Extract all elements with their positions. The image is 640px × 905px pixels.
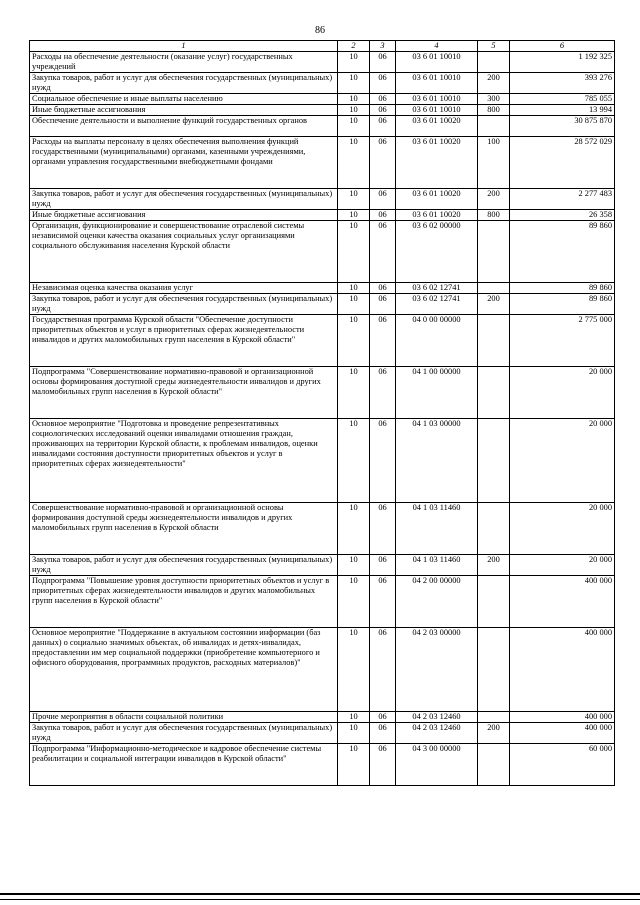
cell-expense-type [478, 503, 510, 555]
cell-target-article: 04 1 03 11460 [396, 503, 478, 555]
cell-name: Закупка товаров, работ и услуг для обеспечения государственных (муниципальных) нужд [30, 73, 338, 94]
cell-name: Иные бюджетные ассигнования [30, 210, 338, 221]
cell-section: 10 [338, 73, 370, 94]
cell-subsection: 06 [370, 744, 396, 786]
cell-target-article: 04 2 00 00000 [396, 576, 478, 628]
cell-expense-type: 300 [478, 94, 510, 105]
cell-subsection: 06 [370, 723, 396, 744]
cell-subsection: 06 [370, 315, 396, 367]
table-row [30, 94, 615, 105]
page-number: 86 [315, 25, 325, 36]
cell-expense-type: 200 [478, 189, 510, 210]
header-col-target-article: 4 [396, 41, 478, 52]
cell-target-article: 04 1 03 11460 [396, 555, 478, 576]
cell-amount: 20 000 [510, 503, 615, 555]
cell-subsection: 06 [370, 52, 396, 73]
cell-target-article: 04 1 03 00000 [396, 419, 478, 503]
cell-subsection: 06 [370, 94, 396, 105]
cell-target-article: 03 6 01 10020 [396, 137, 478, 189]
table-row [30, 105, 615, 116]
header-col-name: 1 [30, 41, 338, 52]
cell-section: 10 [338, 555, 370, 576]
budget-table [29, 40, 615, 786]
cell-expense-type: 200 [478, 723, 510, 744]
cell-section: 10 [338, 419, 370, 503]
cell-name: Закупка товаров, работ и услуг для обеспечения государственных (муниципальных) нужд [30, 294, 338, 315]
cell-target-article: 03 6 02 12741 [396, 283, 478, 294]
cell-name: Организация, функционирование и совершенствование отраслевой системы независимой оценки качества оказания социальных услуг организациями социального обслуживания населения Курской области [30, 221, 338, 283]
table-row [30, 628, 615, 712]
cell-subsection: 06 [370, 283, 396, 294]
header-col-expense-type: 5 [478, 41, 510, 52]
cell-name: Закупка товаров, работ и услуг для обеспечения государственных (муниципальных) нужд [30, 189, 338, 210]
cell-expense-type [478, 576, 510, 628]
table-row [30, 367, 615, 419]
cell-name: Совершенствование нормативно-правовой и организационной основы формирования доступной среды жизнедеятельности инвалидов и других маломобильных групп населения в Курской области [30, 503, 338, 555]
table-header-row [30, 41, 615, 52]
cell-amount: 2 277 483 [510, 189, 615, 210]
cell-amount: 20 000 [510, 419, 615, 503]
cell-amount: 20 000 [510, 555, 615, 576]
cell-amount: 393 276 [510, 73, 615, 94]
cell-section: 10 [338, 221, 370, 283]
cell-subsection: 06 [370, 419, 396, 503]
cell-name: Основное мероприятие "Подготовка и проведение репрезентативных социологических исследований оценки инвалидами отношения граждан, проживающих на территории Курской области, к проблемам инвалидов, оценки инвалидами состояния доступности приоритетных объектов и услуг в приоритетных сферах жизнедеятельности" [30, 419, 338, 503]
cell-subsection: 06 [370, 116, 396, 137]
cell-subsection: 06 [370, 137, 396, 189]
table-row [30, 555, 615, 576]
cell-target-article: 04 1 00 00000 [396, 367, 478, 419]
table-row [30, 221, 615, 283]
cell-expense-type [478, 712, 510, 723]
cell-expense-type: 800 [478, 105, 510, 116]
cell-subsection: 06 [370, 503, 396, 555]
cell-amount: 400 000 [510, 723, 615, 744]
cell-name: Социальное обеспечение и иные выплаты населению [30, 94, 338, 105]
cell-section: 10 [338, 712, 370, 723]
cell-section: 10 [338, 210, 370, 221]
cell-subsection: 06 [370, 294, 396, 315]
cell-name: Расходы на обеспечение деятельности (оказание услуг) государственных учреждений [30, 52, 338, 73]
cell-expense-type [478, 628, 510, 712]
cell-amount: 785 055 [510, 94, 615, 105]
cell-expense-type [478, 283, 510, 294]
cell-name: Расходы на выплаты персоналу в целях обеспечения выполнения функций государственными (муниципальными) органами, казенными учреждениями, органами управления государственными внебюджетными фондами [30, 137, 338, 189]
cell-section: 10 [338, 52, 370, 73]
cell-subsection: 06 [370, 367, 396, 419]
cell-expense-type [478, 116, 510, 137]
cell-amount: 30 875 870 [510, 116, 615, 137]
cell-name: Подпрограмма "Информационно-методическое и кадровое обеспечение системы реабилитации и социальной интеграции инвалидов в Курской области" [30, 744, 338, 786]
cell-section: 10 [338, 116, 370, 137]
cell-amount: 26 358 [510, 210, 615, 221]
cell-target-article: 03 6 01 10010 [396, 73, 478, 94]
cell-target-article: 04 3 00 00000 [396, 744, 478, 786]
cell-name: Подпрограмма "Повышение уровня доступности приоритетных объектов и услуг в приоритетных сферах жизнедеятельности инвалидов и других маломобильных групп населения в Курской области" [30, 576, 338, 628]
cell-subsection: 06 [370, 555, 396, 576]
cell-target-article: 03 6 01 10020 [396, 210, 478, 221]
cell-amount: 20 000 [510, 367, 615, 419]
table-row [30, 744, 615, 786]
cell-expense-type [478, 419, 510, 503]
cell-section: 10 [338, 283, 370, 294]
cell-amount: 1 192 325 [510, 52, 615, 73]
cell-section: 10 [338, 723, 370, 744]
cell-amount: 60 000 [510, 744, 615, 786]
cell-section: 10 [338, 315, 370, 367]
table-row [30, 116, 615, 137]
cell-name: Основное мероприятие "Поддержание в актуальном состоянии информации (баз данных) о социально значимых объектах, об инвалидах и детях-инвалидах, предоставлении им мер социальной поддержки (приобретение компьютерного и офисного оборудования, программных продуктов, расходных материалов)" [30, 628, 338, 712]
cell-section: 10 [338, 367, 370, 419]
cell-expense-type: 200 [478, 73, 510, 94]
cell-expense-type [478, 367, 510, 419]
cell-subsection: 06 [370, 73, 396, 94]
cell-section: 10 [338, 105, 370, 116]
cell-section: 10 [338, 137, 370, 189]
cell-expense-type: 200 [478, 555, 510, 576]
table-row [30, 723, 615, 744]
cell-target-article: 04 2 03 12460 [396, 712, 478, 723]
table-row [30, 712, 615, 723]
table-row [30, 52, 615, 73]
cell-name: Иные бюджетные ассигнования [30, 105, 338, 116]
cell-target-article: 03 6 01 10010 [396, 52, 478, 73]
table-row [30, 419, 615, 503]
cell-target-article: 03 6 02 12741 [396, 294, 478, 315]
bottom-border-line-thin [0, 899, 640, 900]
cell-expense-type [478, 744, 510, 786]
cell-section: 10 [338, 294, 370, 315]
cell-target-article: 03 6 01 10010 [396, 94, 478, 105]
cell-subsection: 06 [370, 628, 396, 712]
cell-target-article: 03 6 01 10010 [396, 105, 478, 116]
cell-name: Прочие мероприятия в области социальной политики [30, 712, 338, 723]
table-row [30, 73, 615, 94]
cell-amount: 400 000 [510, 628, 615, 712]
cell-section: 10 [338, 503, 370, 555]
table-row [30, 283, 615, 294]
cell-section: 10 [338, 94, 370, 105]
cell-subsection: 06 [370, 210, 396, 221]
cell-amount: 400 000 [510, 712, 615, 723]
cell-expense-type: 800 [478, 210, 510, 221]
cell-subsection: 06 [370, 105, 396, 116]
cell-target-article: 04 0 00 00000 [396, 315, 478, 367]
cell-expense-type [478, 52, 510, 73]
header-col-amount: 6 [510, 41, 615, 52]
bottom-border-line [0, 893, 640, 895]
table-row [30, 210, 615, 221]
cell-subsection: 06 [370, 221, 396, 283]
cell-expense-type [478, 221, 510, 283]
cell-target-article: 03 6 01 10020 [396, 116, 478, 137]
cell-name: Подпрограмма "Совершенствование нормативно-правовой и организационной основы формирования доступной среды жизнедеятельности инвалидов и других маломобильных групп населения в Курской области" [30, 367, 338, 419]
header-col-subsection: 3 [370, 41, 396, 52]
cell-section: 10 [338, 744, 370, 786]
cell-name: Независимая оценка качества оказания услуг [30, 283, 338, 294]
cell-target-article: 03 6 02 00000 [396, 221, 478, 283]
cell-name: Закупка товаров, работ и услуг для обеспечения государственных (муниципальных) нужд [30, 723, 338, 744]
cell-section: 10 [338, 628, 370, 712]
header-col-section: 2 [338, 41, 370, 52]
cell-target-article: 03 6 01 10020 [396, 189, 478, 210]
cell-amount: 89 860 [510, 283, 615, 294]
cell-name: Государственная программа Курской области "Обеспечение доступности приоритетных объектов и услуг в приоритетных сферах жизнедеятельности инвалидов и других маломобильных групп населения в Курской области" [30, 315, 338, 367]
cell-target-article: 04 2 03 12460 [396, 723, 478, 744]
cell-amount: 28 572 029 [510, 137, 615, 189]
cell-expense-type: 100 [478, 137, 510, 189]
cell-subsection: 06 [370, 576, 396, 628]
cell-name: Обеспечение деятельности и выполнение функций государственных органов [30, 116, 338, 137]
cell-amount: 89 860 [510, 221, 615, 283]
table-row [30, 294, 615, 315]
cell-subsection: 06 [370, 189, 396, 210]
cell-amount: 2 775 000 [510, 315, 615, 367]
table-row [30, 503, 615, 555]
cell-expense-type [478, 315, 510, 367]
table-row [30, 315, 615, 367]
cell-amount: 13 994 [510, 105, 615, 116]
table-row [30, 189, 615, 210]
cell-section: 10 [338, 576, 370, 628]
cell-name: Закупка товаров, работ и услуг для обеспечения государственных (муниципальных) нужд [30, 555, 338, 576]
cell-amount: 400 000 [510, 576, 615, 628]
cell-amount: 89 860 [510, 294, 615, 315]
cell-target-article: 04 2 03 00000 [396, 628, 478, 712]
table-row [30, 137, 615, 189]
cell-subsection: 06 [370, 712, 396, 723]
cell-expense-type: 200 [478, 294, 510, 315]
cell-section: 10 [338, 189, 370, 210]
table-row [30, 576, 615, 628]
